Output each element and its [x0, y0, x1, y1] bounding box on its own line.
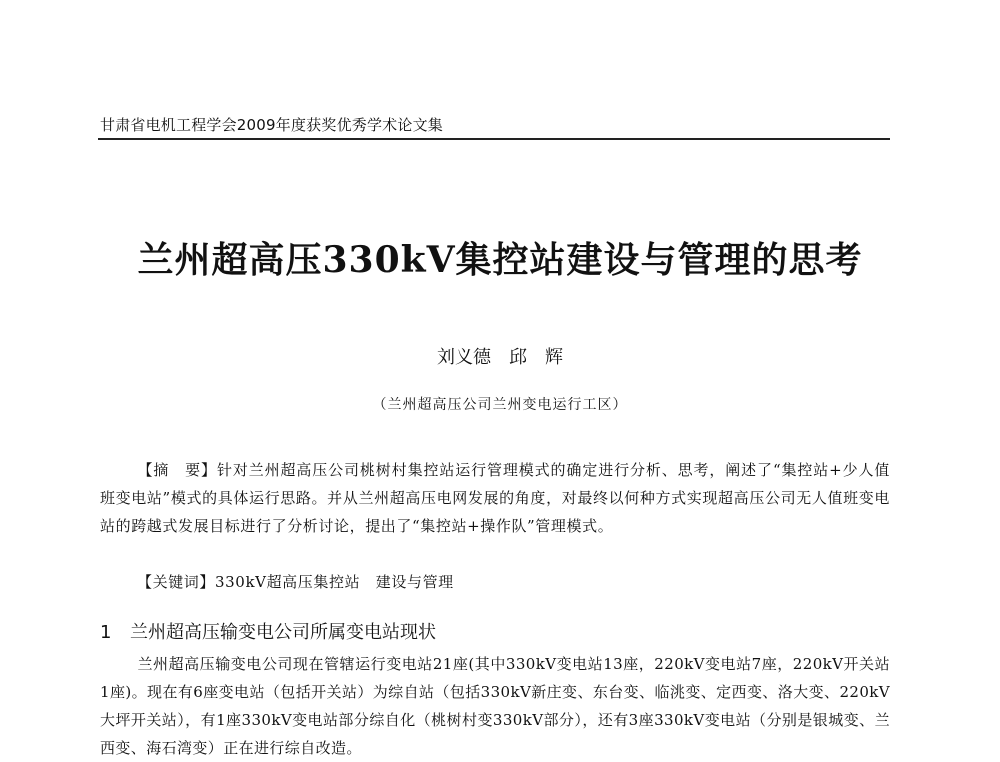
keywords-line [137, 568, 897, 596]
abstract-text: 针对兰州超高压公司桃树村集控站运行管理模式的确定进行分析、思考，阐述了“集控站+少人值班变电站”模式的具体运行思路。并从兰州超高压电网发展的角度，对最终以何种方式实现超高压公司无人值班变电站的跨越式发展目标进行了分析讨论，提出了“集控站+操作队”管理模式。 [100, 461, 890, 535]
paper-title: 兰州超高压330kV集控站建设与管理的思考 [137, 239, 863, 281]
section-title: 兰州超高压输变电公司所属变电站现状 [130, 622, 436, 643]
abstract-label: 【摘 要】 [137, 461, 217, 479]
running-header: 甘肃省电机工程学会2009年度获奖优秀学术论文集 [100, 116, 443, 134]
section-number: 1 [100, 622, 112, 643]
header-rule [98, 138, 890, 140]
paper-affiliation: （兰州超高压公司兰州变电运行工区） [372, 397, 628, 413]
keywords-text: 330kV超高压集控站 建设与管理 [215, 573, 454, 591]
abstract-paragraph [100, 456, 890, 540]
keywords-label: 【关键词】 [137, 573, 216, 591]
paper-authors: 刘义德 邱 辉 [437, 347, 563, 368]
body-paragraph: 兰州超高压输变电公司现在管辖运行变电站21座(其中330kV变电站13座，220kV变电站7座，220kV开关站1座)。现在有6座变电站（包括开关站）为综自站（包括330kV新庄变、东台变、临洮变、定西变、洛大变、220kV大坪开关站），有1座330kV变电站部分综自化（桃树村变330kV部分），还有3座330kV变电站（分别是银城变、兰西变、海石湾变）正在进行综自改造。 [100, 655, 890, 757]
section-heading [100, 618, 436, 644]
